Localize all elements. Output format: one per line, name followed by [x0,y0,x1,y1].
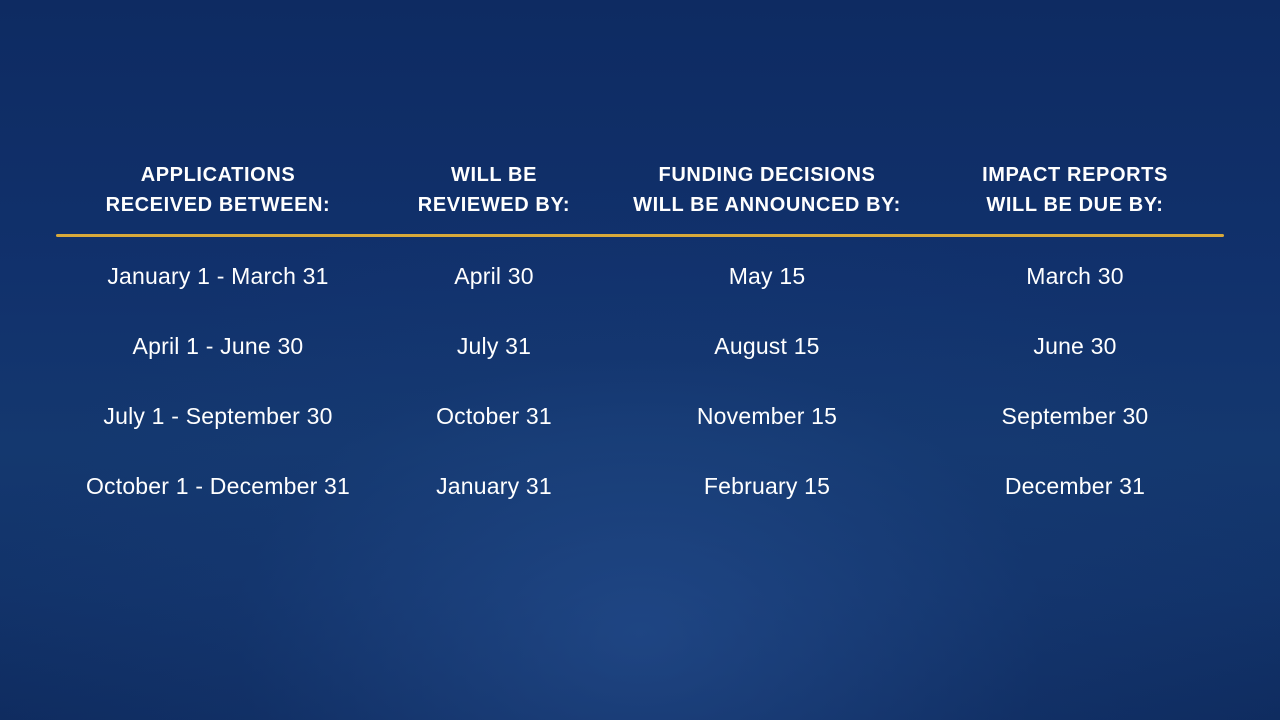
header-line-1: IMPACT REPORTS [982,164,1168,186]
cell-received-between: January 1 - March 31 [107,263,329,289]
table-body [56,237,1224,521]
column-header-applications-received [56,160,380,234]
cell-reviewed-by: April 30 [454,263,534,289]
table-row [56,381,1224,451]
cell-report-due-by: December 31 [1004,473,1146,499]
header-line-1: APPLICATIONS [140,164,296,186]
cell-received-between: April 1 - June 30 [132,333,304,359]
cell-received-between: October 1 - December 31 [85,473,351,499]
table-row [56,237,1224,311]
cell-report-due-by: March 30 [1026,263,1124,289]
table-row [56,311,1224,381]
table-row [56,451,1224,521]
header-line-1: FUNDING DECISIONS [658,164,876,186]
cell-announced-by: May 15 [728,263,806,289]
header-line-1: WILL BE [450,164,538,186]
cell-reviewed-by: July 31 [456,333,532,359]
cell-report-due-by: September 30 [1001,403,1149,429]
cell-announced-by: August 15 [714,333,820,359]
header-line-2: WILL BE DUE BY: [986,194,1164,216]
header-line-2: REVIEWED BY: [417,194,571,216]
cell-announced-by: February 15 [703,473,831,499]
cell-announced-by: November 15 [696,403,838,429]
cell-reviewed-by: October 31 [436,403,552,429]
column-header-reviewed-by [380,160,608,234]
table-header [56,160,1224,237]
header-line-2: RECEIVED BETWEEN: [105,194,331,216]
cell-reviewed-by: January 31 [436,473,552,499]
schedule-table-container [56,160,1224,521]
cell-report-due-by: June 30 [1033,333,1117,359]
column-header-funding-decisions [608,160,926,234]
schedule-table [56,160,1224,521]
cell-received-between: July 1 - September 30 [103,403,333,429]
header-line-2: WILL BE ANNOUNCED BY: [633,194,901,216]
column-header-impact-reports [926,160,1224,234]
header-row [56,160,1224,234]
